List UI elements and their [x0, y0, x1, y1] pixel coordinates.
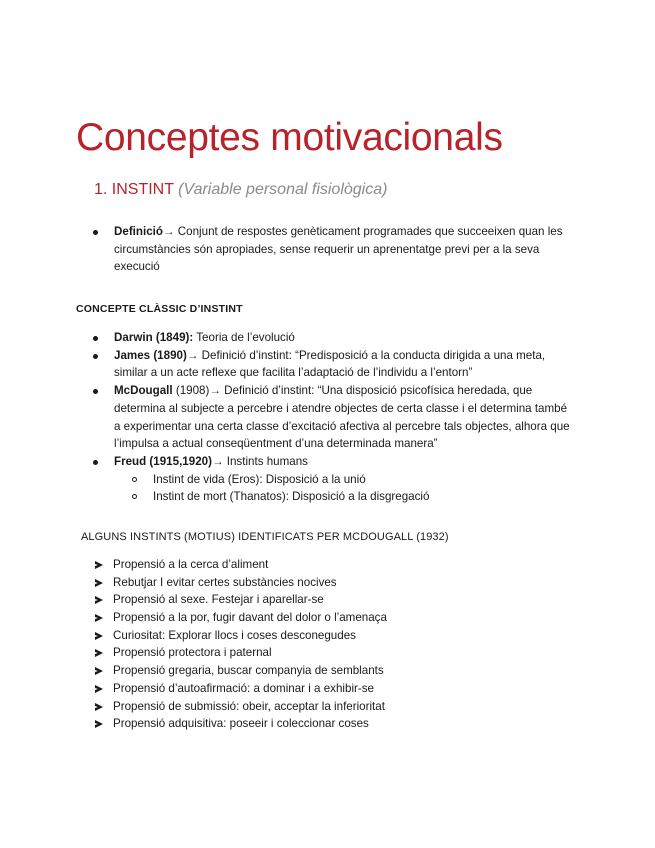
- bullet-icon: [93, 354, 98, 359]
- bullet-icon: [93, 460, 98, 465]
- arrow-bullet-icon: [95, 596, 103, 604]
- list-item-text: Propensió d’autoafirmació: a dominar i a exhibir-se: [113, 681, 374, 695]
- list-item-text: Curiositat: Explorar llocs i coses desconegudes: [113, 628, 356, 642]
- arrow-bullet-icon: [95, 561, 103, 569]
- section-subtitle: (Variable personal fisiològica): [178, 181, 388, 198]
- arrow-bullet-icon: [95, 649, 103, 657]
- list-item-text: Propensió de submissió: obeir, acceptar la inferioritat: [113, 699, 385, 713]
- author-label: Freud (1915,1920): [114, 454, 212, 468]
- arrow-icon: →: [186, 348, 199, 362]
- list-item: [95, 680, 545, 698]
- author-label: James (1890): [114, 348, 187, 362]
- definition-text: Conjunt de respostes genèticament programades que succeeixen quan les circumstàncies són apropiades, sense requerir un aprenentatge previ per a la seva execució: [114, 225, 563, 274]
- list-item-freud: [93, 453, 573, 471]
- mcdougall-instincts-heading: ALGUNS INSTINTS (MOTIUS) IDENTIFICATS PER MCDOUGALL (1932): [81, 531, 449, 543]
- definition-label: Definició: [114, 225, 163, 238]
- list-item-text: Propensió protectora i paternal: [113, 646, 272, 660]
- list-item-mcdougall: [93, 382, 573, 453]
- list-item: [95, 609, 545, 627]
- arrow-icon: →: [209, 384, 221, 398]
- arrow-bullet-icon: [95, 632, 103, 640]
- arrow-bullet-icon: [95, 703, 103, 711]
- author-label: McDougall: [114, 384, 173, 398]
- arrow-bullet-icon: [95, 579, 103, 587]
- list-item: [95, 698, 545, 716]
- list-item-darwin: [93, 329, 573, 347]
- list-item-text: Propensió a la por, fugir davant del dolor o l’amenaça: [113, 611, 387, 625]
- list-item-text: Propensió adquisitiva: poseeir i coleccionar coses: [113, 717, 369, 731]
- item-text: Instints humans: [223, 454, 308, 468]
- arrow-bullet-icon: [95, 614, 103, 622]
- freud-sublist: [93, 471, 573, 506]
- mcdougall-list: [95, 556, 545, 733]
- sublist-item: [132, 471, 573, 489]
- list-item: [95, 574, 545, 592]
- author-label: Darwin (1849):: [114, 331, 194, 344]
- definition-list: [93, 223, 573, 276]
- classic-list: [93, 329, 573, 506]
- item-text: Definició d’instint: “Predisposició a la conducta dirigida a una meta, similar a un acte reflexe que facilita l’adaptació de l’individu a l’entorn”: [114, 348, 546, 380]
- list-item-james: [93, 347, 573, 382]
- list-item: [95, 627, 545, 645]
- list-item: [93, 223, 573, 276]
- bullet-icon: [93, 230, 98, 235]
- circle-bullet-icon: [132, 477, 137, 482]
- item-text: Teoria de l’evolució: [193, 331, 295, 344]
- item-text: Definició d’instint: “Una disposició psicofísica heredada, que determina al subjecte a percebre i atendre objectes de certa classe i el determina també a experimentar una certa classe d’excitació afectiva al percebre tals objectes, alhora que l’impulsa a actual conseqüentment d’una determinada manera”: [114, 384, 570, 451]
- page-title: Conceptes motivacionals: [76, 116, 503, 159]
- bullet-icon: [93, 336, 98, 341]
- list-item-text: Propensió a la cerca d’aliment: [113, 558, 269, 571]
- arrow-bullet-icon: [95, 685, 103, 693]
- arrow-bullet-icon: [95, 720, 103, 728]
- arrow-icon: →: [162, 225, 175, 238]
- year-label: (1908): [172, 384, 210, 398]
- list-item-text: Propensió al sexe. Festejar i aparellar-se: [113, 593, 324, 607]
- list-item: [95, 662, 545, 680]
- list-item: [95, 556, 545, 574]
- section-number-label: 1. INSTINT: [94, 181, 174, 198]
- sublist-item-text: Instint de vida (Eros): Disposició a la unió: [153, 472, 366, 486]
- arrow-bullet-icon: [95, 667, 103, 675]
- arrow-icon: →: [211, 454, 224, 468]
- list-item: [95, 715, 545, 733]
- section-heading-instint: [94, 179, 387, 201]
- list-item-text: Rebutjar I evitar certes substàncies nocives: [113, 575, 337, 589]
- classic-concept-heading: CONCEPTE CLÀSSIC D’INSTINT: [76, 303, 243, 315]
- list-item: [95, 591, 545, 609]
- sublist-item-text: Instint de mort (Thanatos): Disposició a la disgregació: [153, 490, 430, 504]
- sublist-item: [132, 488, 573, 506]
- list-item-text: Propensió gregaria, buscar companyia de semblants: [113, 664, 384, 678]
- list-item: [95, 644, 545, 662]
